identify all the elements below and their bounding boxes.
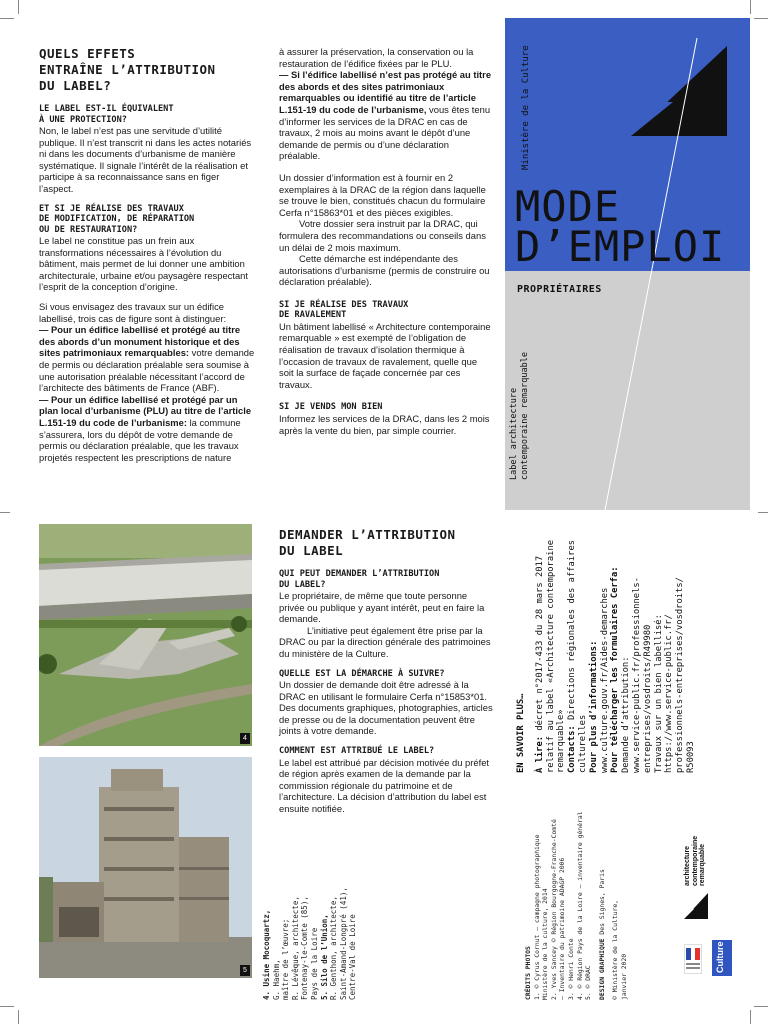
caption-line: Saint-Amand-Longpré (41), — [338, 887, 348, 1000]
case-lead: — Si l’édifice labellisé n’est pas protégé au titre des abords et des sites patrimoniaux remarquables ou identifié au titre de l’article L.151-19 du code de l’urbanisme, — [279, 69, 492, 115]
answer-paragraph: Le propriétaire, de même que toute personne privée ou publique y ayant intérêt, peut en faire la demande. — [279, 590, 485, 625]
answer-paragraph: Un dossier de demande doit être adressé à la DRAC en utilisant le formulaire Cerfa n°15853*01. Des documents graphiques, photographies, articles de presse ou de la documentation peuvent être joints à votre demande. — [279, 679, 493, 737]
answer-paragraph: Non, le label n’est pas une servitude d’utilité publique. Il n’est transcrit ni dans les actes notariés ni dans les documents d’urbanisme de manière systématique. Il signale l’intérêt de la réalisation et participe à sa reconnaissance sans en figer l’aspect. — [39, 125, 252, 194]
case-paragraph — [39, 394, 255, 464]
cerfa-line: Travaux sur un bien labellisé: — [653, 614, 664, 773]
caption-line: maître de l’œuvre; — [281, 918, 291, 1000]
ministere-label: Ministère de la Culture — [521, 45, 531, 170]
photo-5-illustration — [39, 757, 252, 978]
cerfa-link[interactable]: R50093 — [685, 741, 696, 773]
credit-line: 1. © Cyrus Cornut – campagne photographique — [532, 834, 541, 1000]
contacts-text: Directions régionales des affaires culturelles — [567, 539, 588, 773]
caption-line: R. Lévêque, architecte, — [290, 896, 300, 1000]
crop-mark — [750, 0, 751, 14]
fold-mark — [0, 512, 10, 513]
case-lead: — Pour un édifice labellisé et protégé par un plan local d’urbanisme (PLU) au titre de l’article L.151-19 du code de l’urbanisme: — [39, 393, 252, 428]
caption-line: R. Genthon, architecte, — [329, 896, 339, 1000]
question-heading: COMMENT EST ATTRIBUÉ LE LABEL? — [279, 746, 435, 757]
crop-mark — [0, 18, 14, 19]
credit-line: – Inventaire du patrimoine ADAGP 2006 — [558, 857, 567, 1000]
section-title: QUELS EFFETS ENTRAÎNE L’ATTRIBUTION DU LABEL? — [39, 46, 216, 93]
caption-line: Fontenay-le-Comte (85), — [300, 896, 310, 1000]
case-text: la commune s’assurera, lors du dépôt de votre demande de permis ou déclaration préalable, que les travaux projetés respectent les prescriptions de nature — [39, 416, 241, 463]
caption-line: Pays de la Loire — [309, 927, 319, 1000]
photo-silo-union — [39, 757, 252, 978]
acr-logo-line: remarquable — [699, 843, 707, 886]
case-paragraph — [279, 69, 492, 162]
caption-title: 4. Usine Mocoquartz, — [262, 909, 271, 1000]
answer-paragraph: Un bâtiment labellisé « Architecture contemporaine remarquable » est exempté de l’obligation de réalisation de travaux d’isolation thermique à l’occasion de travaux de ravalement, quelle que soit la surface de façade concernée par ces travaux. — [279, 320, 491, 390]
middle-column — [279, 46, 492, 436]
instruction-paragraph: Votre dossier sera instruit par la DRAC, qui formulera des recommandations ou conseils dans un délai de 2 mois maximum. — [279, 218, 486, 253]
question-heading: QUELLE EST LA DÉMARCHE À SUIVRE? — [279, 668, 445, 679]
fold-mark — [758, 512, 768, 513]
continued-paragraph: à assurer la préservation, la conservation ou la restauration de l’édifice fixées par le PLU. — [279, 46, 474, 69]
demander-column — [279, 527, 493, 815]
crop-mark — [18, 0, 19, 14]
contacts-entry — [567, 521, 589, 773]
culture-logo-text: Culture — [715, 941, 725, 973]
credits-heading: CRÉDITS PHOTOS — [524, 946, 532, 1000]
photo-number: 4 — [240, 733, 250, 744]
credit-line: Ministère de la culture, 2014 — [541, 888, 550, 1000]
acr-logo-small — [684, 893, 710, 923]
question-heading: SI JE VENDS MON BIEN — [279, 402, 383, 413]
en-savoir-plus — [516, 521, 697, 773]
case-text: vous êtes tenu d’informer les services de la DRAC en cas de travaux, 2 mois au moins avant le dépôt d’une demande de permis ou d’une déclaration préalable. — [279, 103, 491, 162]
answer-paragraph: Informez les services de la DRAC, dans les 2 mois après la vente du bien, par simple courrier. — [279, 412, 490, 436]
cerfa-link[interactable]: professionnels-entreprises/vosdroits/ — [675, 577, 686, 773]
question-heading: SI JE RÉALISE DES TRAVAUX DE RAVALEMENT — [279, 299, 409, 321]
cerfa-label: Pour télécharger les formulaires Cerfa: — [610, 566, 621, 773]
cover-title-line2: D’EMPLOI — [515, 222, 726, 271]
caption-line: Centre-Val de Loire — [348, 914, 358, 1000]
crop-mark — [754, 1006, 768, 1007]
marianne-logo — [684, 944, 702, 974]
lire-text: décret n°2017-433 du 28 mars 2017 relatif au label «Architecture contemporaine remarquable» — [534, 539, 567, 773]
acr-logo-line: contemporaine — [691, 835, 699, 886]
credit-line: 3. © Henri Conte — [566, 938, 575, 1000]
question-heading: QUI PEUT DEMANDER L’ATTRIBUTION DU LABEL? — [279, 569, 440, 590]
cover-title-line1: MODE — [515, 182, 621, 231]
copyright-line: © Ministère de la Culture, — [611, 899, 620, 1000]
section-title: DEMANDER L’ATTRIBUTION DU LABEL — [279, 527, 456, 558]
crop-mark — [18, 1010, 19, 1024]
left-column — [39, 46, 255, 463]
question-heading: ET SI JE RÉALISE DES TRAVAUX DE MODIFICATION, DE RÉPARATION OU DE RESTAURATION? — [39, 203, 195, 235]
cerfa-line: Demande d’attribution: — [621, 656, 632, 773]
design-text: Des Signes, Paris — [597, 869, 606, 939]
credit-line: 2. Yves Sancey © Région Bourgogne-Franche-Comté — [549, 819, 558, 1000]
info-link[interactable]: www.culture.gouv.fr/Aides-demarches — [599, 587, 610, 773]
culture-logo — [712, 940, 732, 976]
contacts-label: Contacts: — [567, 725, 578, 773]
lire-entry — [535, 521, 567, 773]
acr-logo-text — [684, 836, 707, 886]
photo-number: 5 — [240, 965, 250, 976]
credit-line: 4. © Région Pays de la Loire – inventaire général — [575, 811, 584, 1000]
cerfa-link[interactable]: entreprises/vosdroits/R49980 — [642, 624, 653, 773]
credits — [524, 800, 629, 1000]
case-paragraph — [39, 324, 255, 394]
answer-paragraph: Le label est attribué par décision motivée du préfet de région après examen de la demande par la commission régionale du patrimoine et de l’architecture. La décision d’attribution du label est ensuite notifiée. — [279, 756, 490, 814]
design-credit — [598, 800, 607, 1000]
info-label: Pour plus d’informations: — [588, 640, 599, 773]
answer-paragraph: Si vous envisagez des travaux sur un édifice labellisé, trois cas de figure sont à distinguer: — [39, 301, 227, 324]
cerfa-link[interactable]: https://www.service-public.fr/ — [664, 614, 675, 773]
design-label: DESIGN GRAPHIQUE — [597, 938, 606, 1000]
answer-paragraph: Le label ne constitue pas un frein aux transformations nécessaires à l’évolution du bâtiment, mais permet de lui donner une ambition architecturale, urbaine et/ou paysagère respectant l’esprit de la conception d’origine. — [39, 235, 248, 293]
question-heading: LE LABEL EST-IL ÉQUIVALENT À UNE PROTECTION? — [39, 104, 174, 125]
cover-panel — [505, 18, 750, 510]
crop-mark — [754, 18, 768, 19]
independence-paragraph: Cette démarche est indépendante des autorisations d’urbanisme (permis de construire ou déclaration préalable). — [279, 253, 490, 288]
photo-usine-mocoquartz — [39, 524, 252, 746]
case-lead: — Pour un édifice labellisé et protégé au titre des abords d’un monument historique et des sites patrimoniaux remarquables: — [39, 324, 241, 359]
cover-subtitle: PROPRIÉTAIRES — [517, 284, 602, 295]
crop-mark — [750, 1010, 751, 1024]
label-line-1: Label architecture — [509, 387, 519, 480]
copyright-line: janvier 2020 — [619, 953, 628, 1000]
dossier-paragraph: Un dossier d’information est à fournir en 2 exemplaires à la DRAC de la région dans laquelle se trouve le bien, constitués chacun du formulaire Cerfa n°15863*01 et des pièces exigibles. — [279, 171, 486, 218]
caption-title: 5. Silo de l’Union, — [319, 914, 329, 1000]
label-line-2: contemporaine remarquable — [520, 352, 530, 480]
answer-paragraph: L’initiative peut également être prise par la DRAC ou par la direction générale des patrimoines du ministère de la Culture. — [279, 624, 491, 659]
credit-line: 5. © DRAC — [584, 965, 593, 1000]
photo-captions — [262, 870, 358, 1000]
case-text: votre demande de permis ou déclaration préalable sera soumise à une autorisation préalable nécessitant l’accord de l’architecte des bâtiments de France (ABF). — [39, 347, 255, 394]
cerfa-link[interactable]: www.service-public.fr/professionnels- — [631, 577, 642, 773]
acr-logo-line: architecture — [684, 845, 691, 886]
en-savoir-plus-heading: EN SAVOIR PLUS… — [516, 693, 526, 773]
caption-line: G. Haehm, — [271, 959, 281, 1000]
photo-4-illustration — [39, 524, 252, 746]
lire-label: À lire: — [534, 735, 545, 773]
crop-mark — [0, 1006, 14, 1007]
